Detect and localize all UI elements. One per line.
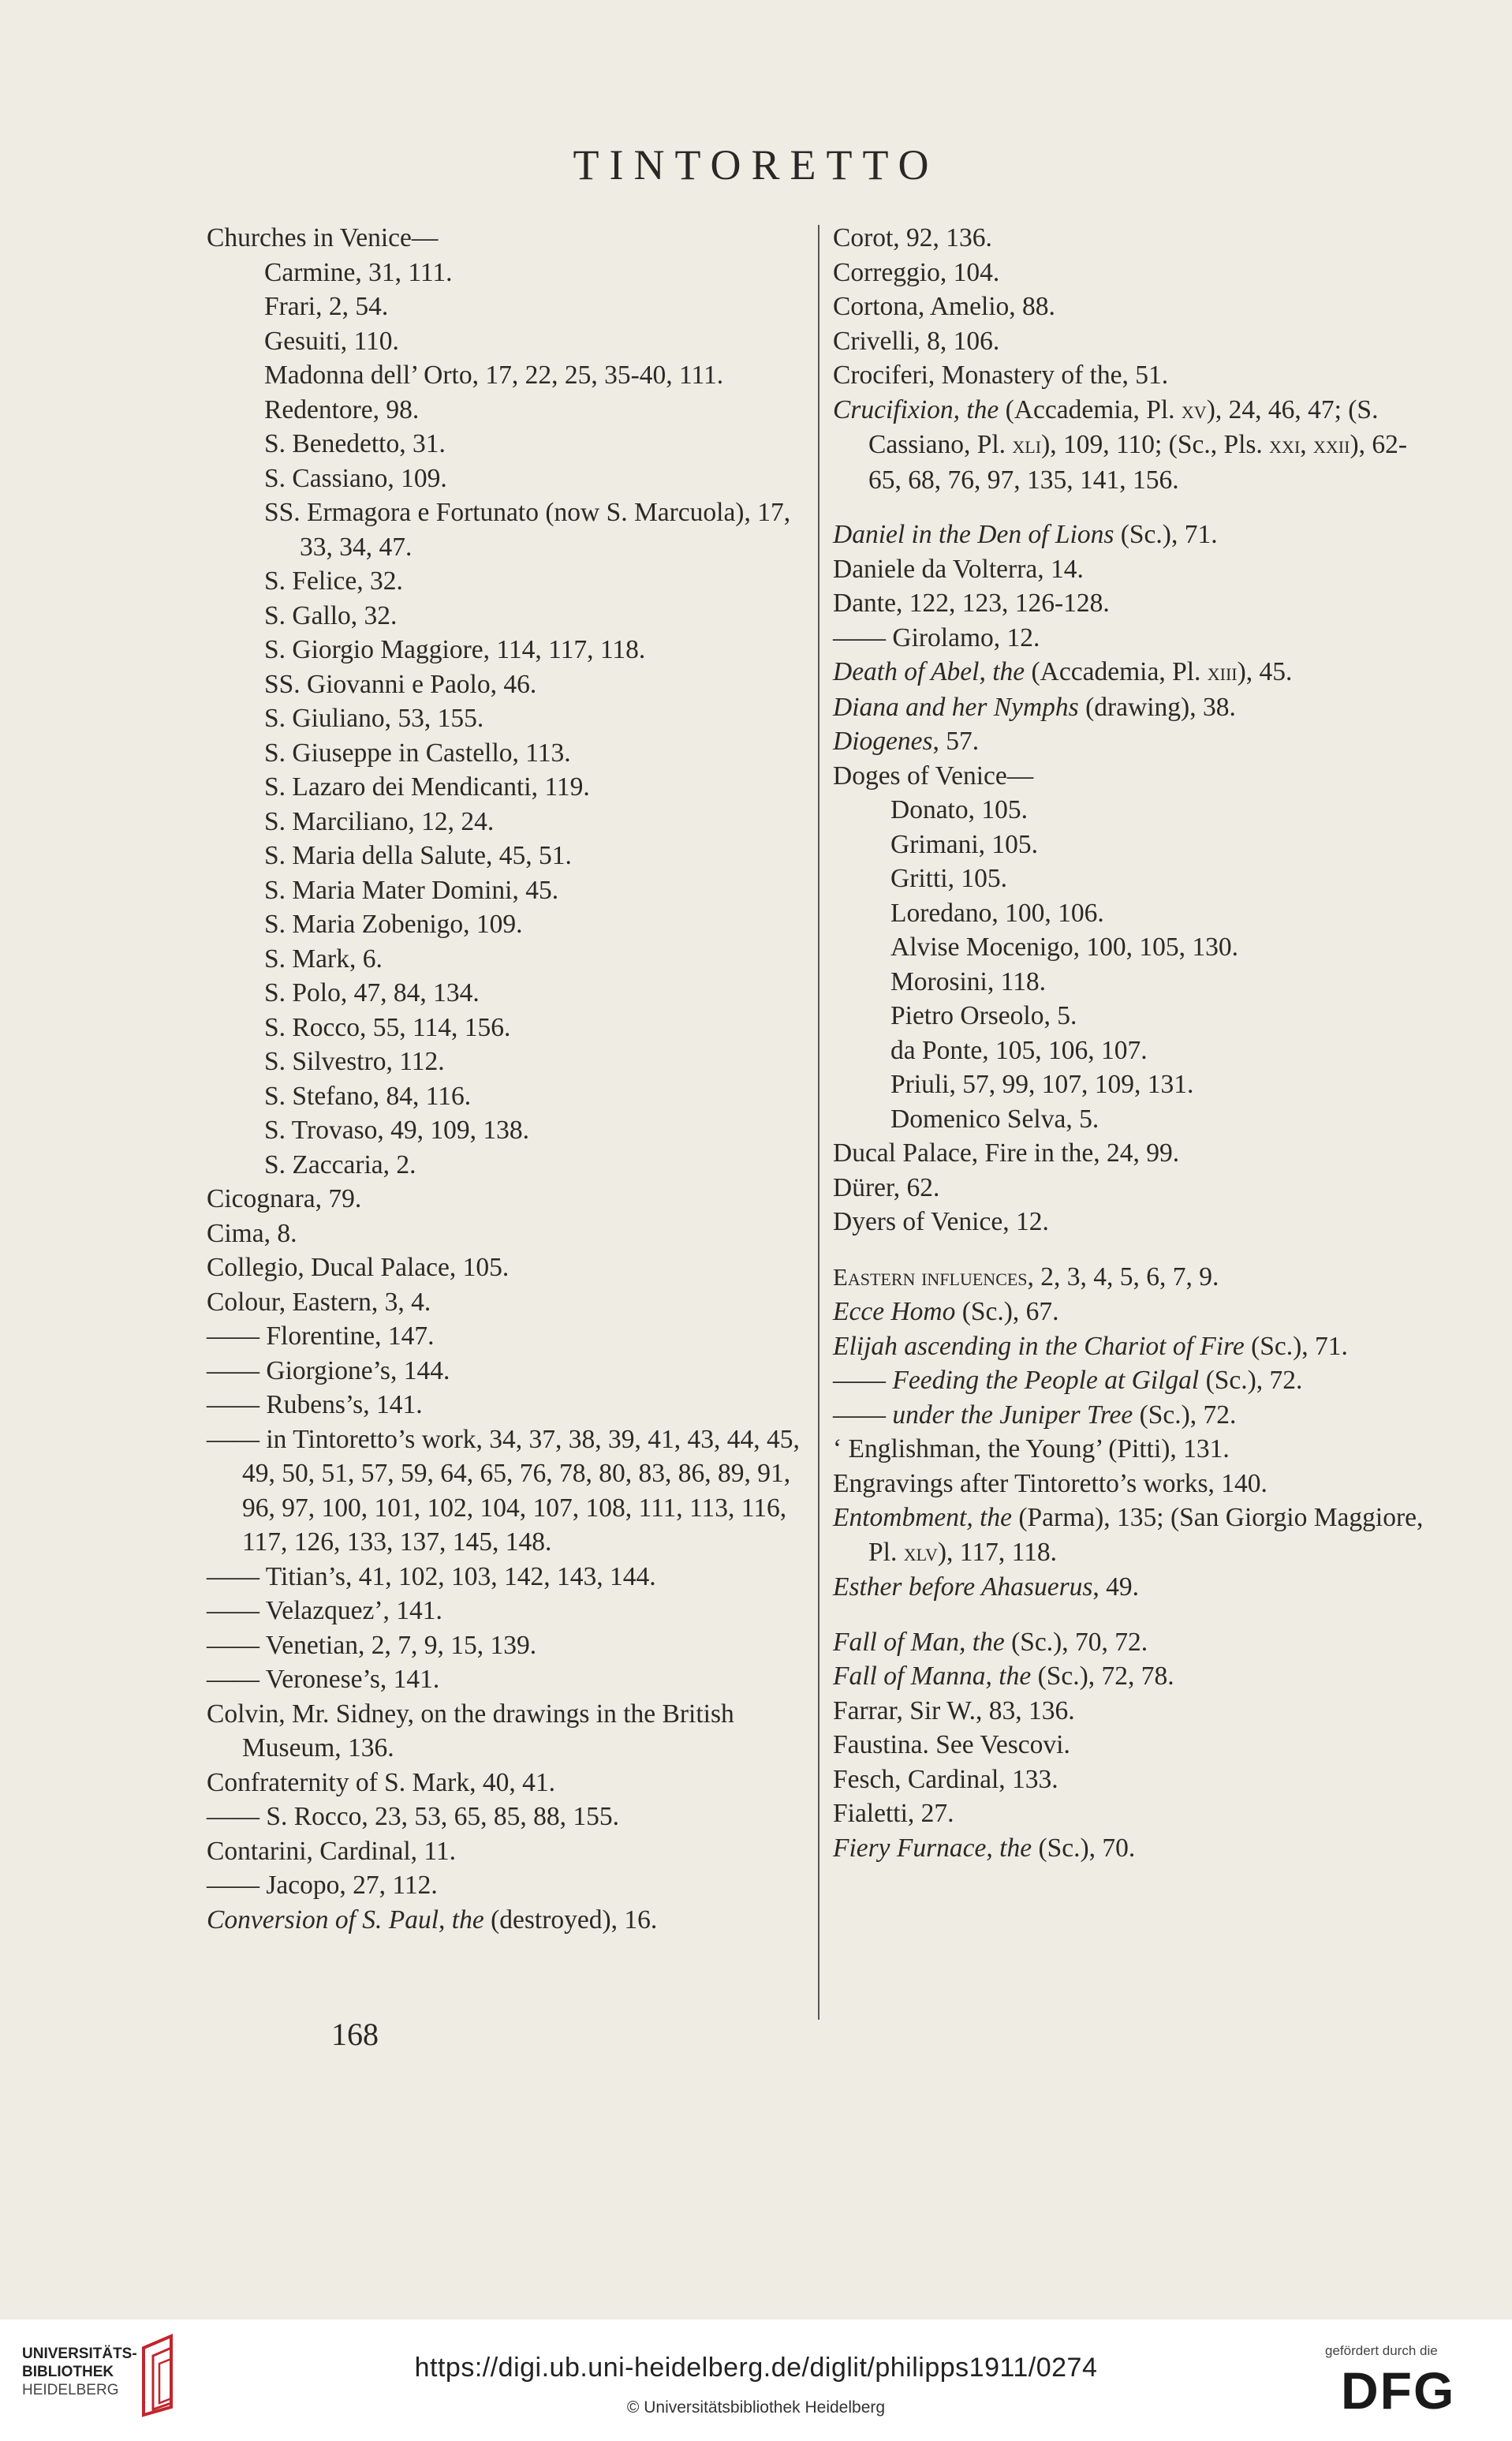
entry-text: (Accademia, Pl. — [1025, 657, 1208, 686]
entry-text: (Accademia, Pl. — [999, 394, 1182, 424]
entry-text: Correggio, 104. — [833, 257, 1000, 287]
index-subentry — [207, 564, 800, 599]
entry-text: S. Cassiano, 109. — [264, 463, 447, 493]
index-entry — [833, 1831, 1432, 1866]
entry-text: Alvise Mocenigo, 100, 105, 130. — [890, 933, 1239, 962]
index-entry — [207, 1662, 800, 1697]
entry-text: Carmine, 31, 111. — [264, 257, 453, 287]
index-subentry — [207, 1079, 800, 1114]
index-entry — [833, 1295, 1432, 1329]
entry-text: —— Veronese’s, 141. — [207, 1665, 440, 1694]
entry-text: S. Maria della Salute, 45, 51. — [264, 841, 572, 870]
index-subentry — [833, 1034, 1432, 1068]
entry-text: S. Maria Zobenigo, 109. — [264, 910, 523, 939]
index-subentry — [207, 1011, 800, 1045]
entry-text: S. Lazaro dei Mendicanti, 119. — [264, 772, 590, 802]
entry-text: S. Benedetto, 31. — [264, 429, 446, 458]
entry-text: S. Trovaso, 49, 109, 138. — [264, 1116, 529, 1145]
entry-text: (Sc.), 72. — [1133, 1400, 1237, 1430]
entry-text: Daniele da Volterra, 14. — [833, 554, 1084, 584]
entry-text: (Sc.), 72. — [1199, 1366, 1303, 1395]
index-column-right — [833, 221, 1432, 1865]
index-entry — [833, 655, 1432, 690]
entry-text: Dyers of Venice, 12. — [833, 1207, 1049, 1236]
entry-text: (Sc.), 71. — [1114, 520, 1218, 549]
entry-text: xxii — [1313, 432, 1350, 458]
entry-text: (destroyed), 16. — [483, 1905, 658, 1934]
dfg-logo: DFG — [1341, 2361, 1456, 2420]
entry-text: Esther before Ahasuerus — [833, 1572, 1093, 1602]
index-entry — [207, 1800, 800, 1834]
entry-text: Crucifixion, the — [833, 394, 999, 424]
index-entry — [833, 586, 1432, 621]
entry-text: Elijah ascending in the Chariot of Fire — [833, 1331, 1245, 1361]
entry-text: Fall of Man, the — [833, 1627, 1005, 1657]
index-subentry — [207, 805, 800, 839]
entry-text: Diana and her Nymphs — [833, 692, 1079, 722]
entry-text: (Sc.), 72, 78. — [1031, 1662, 1174, 1691]
index-entry — [207, 221, 800, 256]
entry-text: S. Mark, 6. — [264, 944, 383, 974]
index-entry — [207, 1628, 800, 1663]
index-entry — [833, 1205, 1432, 1239]
entry-text: Loredano, 100, 106. — [890, 898, 1104, 928]
entry-text: Feeding the People at Gilgal — [892, 1366, 1200, 1395]
entry-text: Gesuiti, 110. — [264, 326, 399, 356]
entry-text: —— — [833, 1400, 893, 1430]
index-subentry — [207, 976, 800, 1011]
entry-text: Donato, 105. — [890, 795, 1028, 824]
entry-text: Fiery Furnace, the — [833, 1833, 1032, 1863]
entry-text: —— Titian’s, 41, 102, 103, 142, 143, 144. — [207, 1561, 656, 1591]
index-entry — [833, 759, 1432, 794]
index-subentry — [207, 358, 800, 393]
index-entry — [833, 1363, 1432, 1398]
index-entry — [833, 1501, 1432, 1570]
funding-caption: gefördert durch die — [1325, 2343, 1438, 2358]
index-entry — [207, 1903, 800, 1938]
entry-text: , 49. — [1092, 1572, 1140, 1602]
entry-text: (Sc.), 70, 72. — [1004, 1627, 1148, 1657]
entry-text: ), 62-65, 68, 76, 97, 135, 141, 156. — [868, 430, 1408, 495]
index-entry — [833, 518, 1432, 552]
index-subentry — [207, 290, 800, 324]
index-subentry — [207, 633, 800, 667]
index-subentry — [207, 495, 800, 564]
index-entry — [207, 1834, 800, 1869]
index-subentry — [207, 701, 800, 736]
index-subentry — [833, 862, 1432, 896]
entry-text: (Sc.), 67. — [955, 1297, 1059, 1326]
entry-text: Diogenes — [833, 727, 933, 756]
index-entry — [207, 1285, 800, 1320]
entry-text: Priuli, 57, 99, 107, 109, 131. — [890, 1070, 1194, 1099]
entry-text: Cortona, Amelio, 88. — [833, 292, 1055, 321]
entry-text: xxi — [1269, 432, 1301, 458]
entry-text: Fialetti, 27. — [833, 1799, 954, 1828]
index-entry — [833, 1659, 1432, 1694]
index-entry — [833, 1796, 1432, 1831]
index-subentry — [207, 462, 800, 496]
index-subentry — [207, 427, 800, 462]
index-entry — [833, 1398, 1432, 1433]
entry-text: —— Velazquez’, 141. — [207, 1596, 442, 1625]
index-subentry — [207, 873, 800, 908]
entry-text: S. Giuliano, 53, 155. — [264, 704, 484, 733]
entry-text: S. Giuseppe in Castello, 113. — [264, 738, 571, 768]
entry-text: Daniel in the Den of Lions — [833, 520, 1114, 549]
entry-text: under the Juniper Tree — [892, 1400, 1133, 1430]
index-entry — [207, 1560, 800, 1594]
entry-text: SS. Ermagora e Fortunato (now S. Marcuola), 17, 33, 34, 47. — [264, 498, 791, 562]
entry-text: Conversion of S. Paul, the — [207, 1905, 484, 1934]
library-name-line3: HEIDELBERG — [22, 2382, 119, 2398]
copyright-notice: © Universitätsbibliothek Heidelberg — [626, 2398, 886, 2417]
entry-text: S. Giorgio Maggiore, 114, 117, 118. — [264, 635, 646, 664]
index-entry — [833, 552, 1432, 587]
entry-text: S. Gallo, 32. — [264, 600, 398, 630]
index-entry — [833, 393, 1432, 498]
index-subentry — [833, 930, 1432, 965]
index-subentry — [207, 1045, 800, 1079]
entry-text: S. Maria Mater Domini, 45. — [264, 875, 559, 905]
index-column-left — [207, 221, 800, 1937]
index-entry — [833, 1432, 1432, 1467]
entry-text: —— Girolamo, 12. — [833, 622, 1040, 652]
index-entry — [833, 1694, 1432, 1729]
index-entry — [207, 1250, 800, 1285]
index-entry — [207, 1422, 800, 1560]
entry-text: (Sc.), 70. — [1032, 1833, 1136, 1863]
index-subentry — [207, 1113, 800, 1148]
index-entry — [833, 1329, 1432, 1364]
entry-text: Death of Abel, the — [833, 657, 1025, 686]
entry-text: Cima, 8. — [207, 1218, 297, 1248]
index-entry — [207, 1217, 800, 1251]
index-entry — [833, 290, 1432, 324]
entry-text: Fall of Manna, the — [833, 1662, 1032, 1691]
entry-text: Engravings after Tintoretto’s works, 140. — [833, 1468, 1267, 1498]
entry-text: —— S. Rocco, 23, 53, 65, 85, 88, 155. — [207, 1802, 619, 1831]
entry-text: ), 117, 118. — [937, 1537, 1057, 1567]
entry-text: Crociferi, Monastery of the, 51. — [833, 361, 1169, 390]
index-subentry — [833, 1102, 1432, 1137]
index-entry — [833, 724, 1432, 759]
index-entry — [833, 1171, 1432, 1206]
entry-text: SS. Giovanni e Paolo, 46. — [264, 669, 537, 699]
entry-text: Morosini, 118. — [890, 966, 1046, 996]
index-subentry — [207, 770, 800, 805]
entry-text: Confraternity of S. Mark, 40, 41. — [207, 1767, 555, 1797]
entry-text: —— Giorgione’s, 144. — [207, 1355, 450, 1385]
library-name-line2: BIBLIOTHEK — [22, 2364, 114, 2380]
entry-text: S. Rocco, 55, 114, 156. — [264, 1012, 511, 1042]
entry-text: (Sc.), 71. — [1244, 1331, 1348, 1361]
entry-text: ‘ Englishman, the Young’ (Pitti), 131. — [833, 1434, 1230, 1463]
index-subentry — [207, 839, 800, 873]
entry-text: S. Marciliano, 12, 24. — [264, 806, 495, 836]
index-subentry — [207, 942, 800, 977]
entry-text: Redentore, 98. — [264, 394, 420, 424]
entry-text: Colvin, Mr. Sidney, on the drawings in the British Museum, 136. — [207, 1699, 734, 1763]
entry-text: Corot, 92, 136. — [833, 223, 992, 252]
entry-text: xiii — [1207, 659, 1238, 686]
library-footer — [0, 2320, 1512, 2441]
index-entry — [833, 1136, 1432, 1171]
index-subentry — [207, 736, 800, 771]
entry-text: Domenico Selva, 5. — [890, 1104, 1099, 1134]
entry-text: S. Polo, 47, 84, 134. — [264, 978, 480, 1007]
entry-text: S. Silvestro, 112. — [264, 1047, 445, 1076]
entry-text: Fesch, Cardinal, 133. — [833, 1764, 1058, 1794]
entry-text: Entombment, the — [833, 1503, 1013, 1532]
index-subentry — [207, 393, 800, 428]
entry-text: Farrar, Sir W., 83, 136. — [833, 1695, 1075, 1725]
index-subentry — [833, 999, 1432, 1034]
entry-text: Dürer, 62. — [833, 1172, 940, 1202]
index-subentry — [207, 599, 800, 634]
entry-text: Contarini, Cardinal, 11. — [207, 1836, 457, 1866]
entry-text: —— Florentine, 147. — [207, 1321, 435, 1351]
index-entry — [833, 1260, 1432, 1295]
entry-text: Churches in Venice— — [207, 223, 439, 252]
index-subentry — [833, 828, 1432, 862]
index-entry — [833, 324, 1432, 359]
index-entry — [207, 1766, 800, 1800]
entry-text: S. Zaccaria, 2. — [264, 1149, 416, 1179]
entry-text: Colour, Eastern, 3, 4. — [207, 1287, 431, 1317]
index-entry — [833, 621, 1432, 656]
entry-text: Madonna dell’ Orto, 17, 22, 25, 35-40, 111. — [264, 361, 724, 390]
index-entry — [207, 1354, 800, 1389]
index-entry — [207, 1594, 800, 1628]
index-entry — [833, 221, 1432, 256]
entry-text: xli — [1012, 432, 1042, 458]
entry-text: Faustina. See Vescovi. — [833, 1730, 1070, 1759]
page-number: 168 — [331, 2017, 379, 2052]
entry-text: —— — [833, 1366, 893, 1395]
entry-text: ), 24, 46, 47; (S. Cassiano, Pl. — [868, 394, 1379, 459]
entry-text: , — [1300, 430, 1314, 459]
entry-text: da Ponte, 105, 106, 107. — [890, 1035, 1148, 1065]
entry-text: ), 109, 110; (Sc., Pls. — [1041, 430, 1270, 459]
entry-text: Frari, 2, 54. — [264, 292, 389, 321]
index-subentry — [207, 324, 800, 359]
entry-text: , 2, 3, 4, 5, 6, 7, 9. — [1027, 1262, 1219, 1292]
entry-text: (drawing), 38. — [1078, 692, 1236, 722]
index-subentry — [833, 896, 1432, 931]
index-subentry — [207, 1148, 800, 1183]
index-entry — [207, 1182, 800, 1217]
index-subentry — [833, 965, 1432, 1000]
library-name-line1: UNIVERSITÄTS- — [22, 2346, 137, 2362]
index-entry — [833, 1625, 1432, 1660]
index-entry — [833, 690, 1432, 725]
entry-text: Ecce Homo — [833, 1297, 956, 1326]
index-entry — [833, 1467, 1432, 1501]
entry-text: Collegio, Ducal Palace, 105. — [207, 1253, 510, 1282]
index-entry — [833, 358, 1432, 393]
entry-text: —— Jacopo, 27, 112. — [207, 1871, 438, 1900]
index-entry — [207, 1697, 800, 1766]
index-subentry — [207, 256, 800, 290]
entry-text: (Parma), 135; (San Giorgio Maggiore, Pl. — [868, 1503, 1424, 1567]
index-entry — [207, 1388, 800, 1422]
entry-text: Eastern influences — [833, 1263, 1028, 1291]
column-divider — [818, 225, 819, 2020]
entry-text: Doges of Venice— — [833, 761, 1034, 791]
entry-text: Dante, 122, 123, 126-128. — [833, 589, 1110, 618]
index-subentry — [833, 793, 1432, 828]
entry-text: —— Rubens’s, 141. — [207, 1390, 423, 1419]
entry-text: —— in Tintoretto’s work, 34, 37, 38, 39, 41, 43, 44, 45, 49, 50, 51, 57, 59, 64, 65, 76, 78, 80, 83, 86, 89, 91, 96, 97, 100, 101, 102, 104, 107, 108, 111, 113, 116, 117, 126, 133, 137, 145, 148. — [207, 1424, 800, 1557]
entry-text: , 57. — [932, 727, 980, 756]
entry-text: Ducal Palace, Fire in the, 24, 99. — [833, 1138, 1180, 1168]
entry-text: Crivelli, 8, 106. — [833, 326, 1000, 356]
index-subentry — [207, 667, 800, 702]
index-entry — [833, 1570, 1432, 1605]
entry-text: Pietro Orseolo, 5. — [890, 1001, 1077, 1030]
page-title: TINTORETTO — [573, 141, 939, 189]
index-entry — [833, 1763, 1432, 1797]
entry-text: xv — [1181, 396, 1207, 424]
entry-text: —— Venetian, 2, 7, 9, 15, 139. — [207, 1630, 537, 1660]
index-subentry — [833, 1067, 1432, 1102]
index-entry — [207, 1868, 800, 1903]
entry-text: Grimani, 105. — [890, 829, 1039, 859]
entry-text: Cicognara, 79. — [207, 1184, 362, 1213]
entry-text: S. Felice, 32. — [264, 566, 403, 596]
entry-text: ), 45. — [1237, 657, 1293, 686]
index-entry — [833, 1728, 1432, 1763]
index-entry — [833, 256, 1432, 290]
entry-text: xlv — [903, 1538, 938, 1566]
entry-text: S. Stefano, 84, 116. — [264, 1081, 472, 1111]
index-subentry — [207, 907, 800, 942]
entry-text: Gritti, 105. — [890, 864, 1007, 893]
index-entry — [207, 1319, 800, 1354]
document-url-link[interactable]: https://digi.ub.uni-heidelberg.de/diglit/philipps1911/0274 — [414, 2353, 1098, 2383]
